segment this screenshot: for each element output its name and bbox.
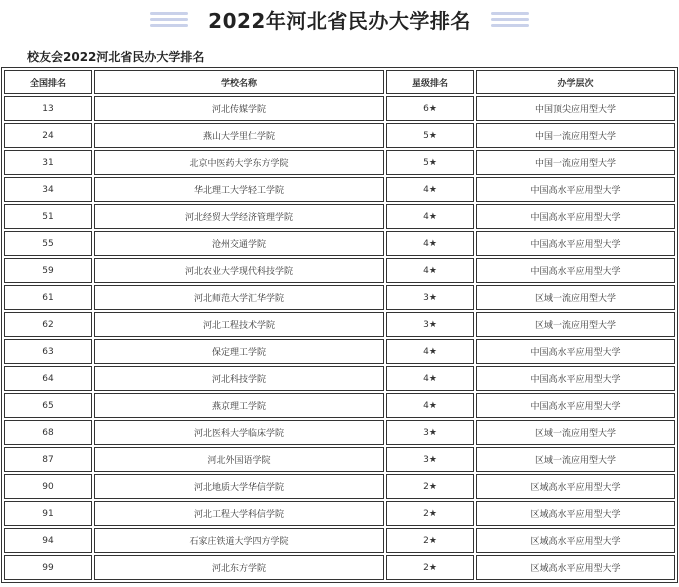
school-name-cell: 河北师范大学汇华学院 xyxy=(94,285,384,310)
school-name-cell: 保定理工学院 xyxy=(94,339,384,364)
national-rank-cell: 51 xyxy=(4,204,92,229)
national-rank-cell: 31 xyxy=(4,150,92,175)
national-rank-cell: 63 xyxy=(4,339,92,364)
star-rank-cell: 4★ xyxy=(386,366,474,391)
left-decoration-lines-icon xyxy=(150,8,188,30)
school-level-cell: 区域一流应用型大学 xyxy=(476,312,675,337)
header-national-rank: 全国排名 xyxy=(4,70,92,94)
star-rank-cell: 3★ xyxy=(386,285,474,310)
school-level-cell: 中国高水平应用型大学 xyxy=(476,393,675,418)
table-row xyxy=(4,96,675,121)
school-name-cell: 河北医科大学临床学院 xyxy=(94,420,384,445)
school-name-cell: 河北工程大学科信学院 xyxy=(94,501,384,526)
school-name-cell: 河北科技学院 xyxy=(94,366,384,391)
table-caption: 校友会2022河北省民办大学排名 xyxy=(27,50,205,64)
star-rank-cell: 3★ xyxy=(386,420,474,445)
national-rank-cell: 24 xyxy=(4,123,92,148)
table-row xyxy=(4,420,675,445)
national-rank-cell: 13 xyxy=(4,96,92,121)
star-rank-cell: 6★ xyxy=(386,96,474,121)
star-rank-cell: 2★ xyxy=(386,474,474,499)
school-name-cell: 华北理工大学轻工学院 xyxy=(94,177,384,202)
school-level-cell: 中国一流应用型大学 xyxy=(476,123,675,148)
table-row xyxy=(4,123,675,148)
table-row xyxy=(4,474,675,499)
school-level-cell: 中国高水平应用型大学 xyxy=(476,204,675,229)
national-rank-cell: 65 xyxy=(4,393,92,418)
header-star-rank: 星级排名 xyxy=(386,70,474,94)
table-row xyxy=(4,285,675,310)
national-rank-cell: 99 xyxy=(4,555,92,580)
school-level-cell: 区域高水平应用型大学 xyxy=(476,528,675,553)
school-level-cell: 中国一流应用型大学 xyxy=(476,150,675,175)
school-name-cell: 河北经贸大学经济管理学院 xyxy=(94,204,384,229)
national-rank-cell: 87 xyxy=(4,447,92,472)
star-rank-cell: 2★ xyxy=(386,501,474,526)
star-rank-cell: 2★ xyxy=(386,528,474,553)
table-body xyxy=(4,96,675,580)
school-level-cell: 中国顶尖应用型大学 xyxy=(476,96,675,121)
star-rank-cell: 4★ xyxy=(386,231,474,256)
table-row xyxy=(4,447,675,472)
school-name-cell: 河北工程技术学院 xyxy=(94,312,384,337)
star-rank-cell: 4★ xyxy=(386,204,474,229)
table-row xyxy=(4,501,675,526)
school-level-cell: 区域一流应用型大学 xyxy=(476,420,675,445)
national-rank-cell: 55 xyxy=(4,231,92,256)
table-row xyxy=(4,150,675,175)
national-rank-cell: 94 xyxy=(4,528,92,553)
right-decoration-lines-icon xyxy=(491,8,529,30)
table-row xyxy=(4,339,675,364)
table-row xyxy=(4,393,675,418)
national-rank-cell: 91 xyxy=(4,501,92,526)
school-name-cell: 燕山大学里仁学院 xyxy=(94,123,384,148)
school-level-cell: 中国高水平应用型大学 xyxy=(476,231,675,256)
school-level-cell: 中国高水平应用型大学 xyxy=(476,339,675,364)
school-name-cell: 河北传媒学院 xyxy=(94,96,384,121)
school-name-cell: 河北东方学院 xyxy=(94,555,384,580)
table-header-row xyxy=(4,70,675,94)
school-name-cell: 北京中医药大学东方学院 xyxy=(94,150,384,175)
star-rank-cell: 4★ xyxy=(386,393,474,418)
ranking-table xyxy=(1,67,678,583)
title-bar xyxy=(0,0,679,38)
national-rank-cell: 62 xyxy=(4,312,92,337)
national-rank-cell: 59 xyxy=(4,258,92,283)
school-level-cell: 中国高水平应用型大学 xyxy=(476,177,675,202)
national-rank-cell: 68 xyxy=(4,420,92,445)
table-row xyxy=(4,231,675,256)
star-rank-cell: 4★ xyxy=(386,339,474,364)
page-title: 2022年河北省民办大学排名 xyxy=(208,8,471,33)
star-rank-cell: 4★ xyxy=(386,177,474,202)
school-level-cell: 区域高水平应用型大学 xyxy=(476,501,675,526)
table-row xyxy=(4,258,675,283)
header-school-level: 办学层次 xyxy=(476,70,675,94)
star-rank-cell: 5★ xyxy=(386,150,474,175)
table-row xyxy=(4,204,675,229)
school-name-cell: 河北农业大学现代科技学院 xyxy=(94,258,384,283)
school-name-cell: 河北外国语学院 xyxy=(94,447,384,472)
school-level-cell: 区域高水平应用型大学 xyxy=(476,474,675,499)
national-rank-cell: 61 xyxy=(4,285,92,310)
national-rank-cell: 90 xyxy=(4,474,92,499)
school-level-cell: 区域一流应用型大学 xyxy=(476,285,675,310)
national-rank-cell: 34 xyxy=(4,177,92,202)
table-row xyxy=(4,366,675,391)
table-row xyxy=(4,177,675,202)
school-name-cell: 沧州交通学院 xyxy=(94,231,384,256)
school-level-cell: 中国高水平应用型大学 xyxy=(476,258,675,283)
school-name-cell: 石家庄铁道大学四方学院 xyxy=(94,528,384,553)
national-rank-cell: 64 xyxy=(4,366,92,391)
star-rank-cell: 5★ xyxy=(386,123,474,148)
star-rank-cell: 3★ xyxy=(386,312,474,337)
table-row xyxy=(4,555,675,580)
table-row xyxy=(4,528,675,553)
school-name-cell: 燕京理工学院 xyxy=(94,393,384,418)
school-level-cell: 区域高水平应用型大学 xyxy=(476,555,675,580)
school-name-cell: 河北地质大学华信学院 xyxy=(94,474,384,499)
star-rank-cell: 3★ xyxy=(386,447,474,472)
star-rank-cell: 4★ xyxy=(386,258,474,283)
table-row xyxy=(4,312,675,337)
star-rank-cell: 2★ xyxy=(386,555,474,580)
school-level-cell: 区域一流应用型大学 xyxy=(476,447,675,472)
school-level-cell: 中国高水平应用型大学 xyxy=(476,366,675,391)
header-school-name: 学校名称 xyxy=(94,70,384,94)
